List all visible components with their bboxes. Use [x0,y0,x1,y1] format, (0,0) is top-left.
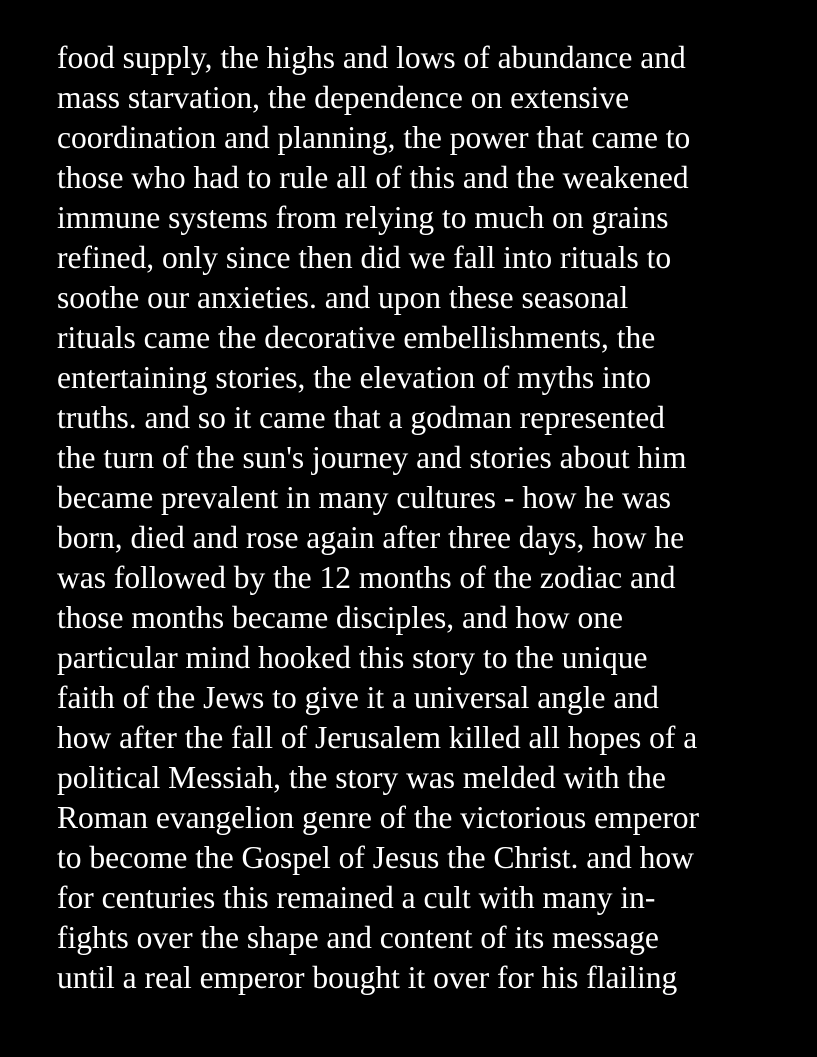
text-line-20: Roman evangelion genre of the victorious emperor [57,800,700,835]
text-line-2: mass starvation, the dependence on extensive [57,80,630,115]
text-line-3: coordination and planning, the power that came to [57,120,691,155]
text-line-23: fights over the shape and content of its message [57,920,659,955]
text-line-4: those who had to rule all of this and the weakened [57,160,689,195]
text-line-21: to become the Gospel of Jesus the Christ. and how [57,840,694,875]
text-line-5: immune systems from relying to much on grains [57,200,669,235]
text-line-17: faith of the Jews to give it a universal angle and [57,680,659,715]
text-line-1: food supply, the highs and lows of abundance and [57,40,686,75]
text-line-11: the turn of the sun's journey and stories about him [57,440,687,475]
text-line-22: for centuries this remained a cult with many in- [57,880,656,915]
text-line-13: born, died and rose again after three days, how he [57,520,685,555]
text-line-9: entertaining stories, the elevation of myths into [57,360,651,395]
body-text [57,38,797,998]
text-line-12: became prevalent in many cultures - how he was [57,480,672,515]
text-line-18: how after the fall of Jerusalem killed all hopes of a [57,720,698,755]
text-line-10: truths. and so it came that a godman represented [57,400,665,435]
text-line-16: particular mind hooked this story to the unique [57,640,648,675]
text-line-24: until a real emperor bought it over for his flailing [57,960,678,995]
text-line-14: was followed by the 12 months of the zodiac and [57,560,676,595]
text-line-15: those months became disciples, and how one [57,600,624,635]
text-line-7: soothe our anxieties. and upon these seasonal [57,280,629,315]
text-line-6: refined, only since then did we fall into rituals to [57,240,672,275]
text-line-8: rituals came the decorative embellishments, the [57,320,656,355]
text-line-19: political Messiah, the story was melded with the [57,760,666,795]
